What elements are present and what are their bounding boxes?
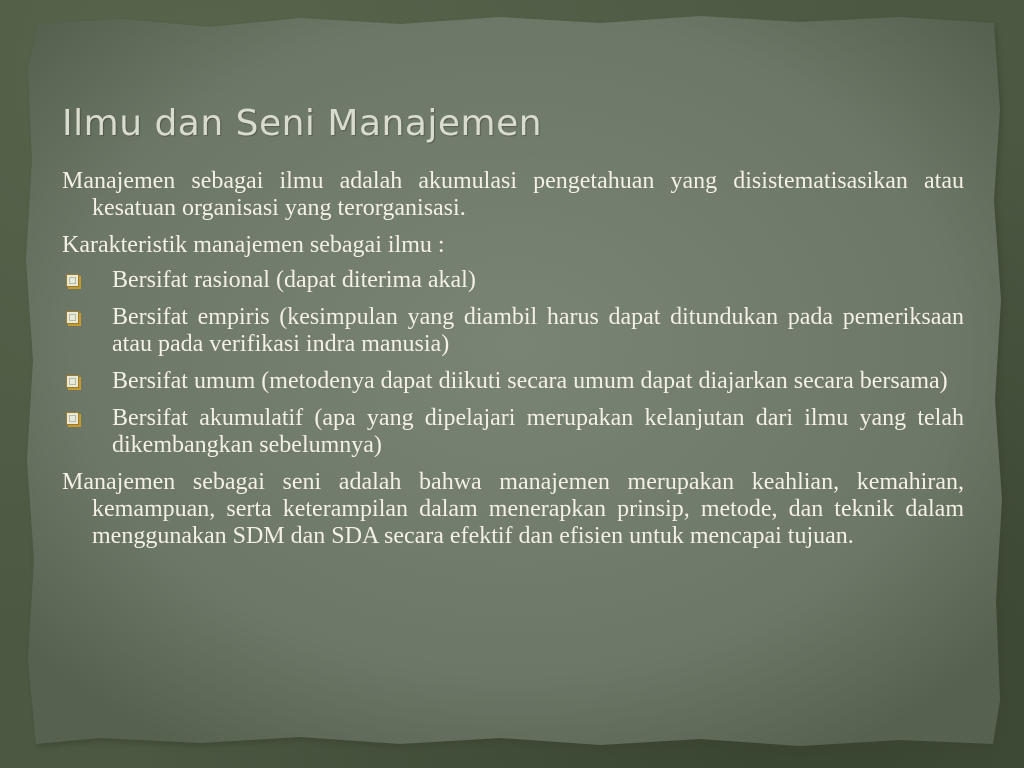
- list-item-text: Bersifat umum (metodenya dapat diikuti secara umum dapat diajarkan secara bersama): [112, 368, 948, 394]
- characteristics-list: [62, 267, 964, 459]
- art-paragraph: Manajemen sebagai seni adalah bahwa manajemen merupakan keahlian, kemahiran, kemampuan, serta keterampilan dalam menerapkan prinsip, metode, dan teknik dalam menggunakan SDM dan SDA secara efektif dan efisien untuk mencapai tujuan.: [62, 469, 964, 549]
- square-bullet-icon: [66, 375, 79, 388]
- list-item: [62, 368, 964, 395]
- list-item: [62, 267, 964, 294]
- square-bullet-icon: [66, 412, 79, 425]
- square-bullet-icon: [66, 311, 79, 324]
- list-item-text: Bersifat akumulatif (apa yang dipelajari merupakan kelanjutan dari ilmu yang telah dikembangkan sebelumnya): [112, 405, 964, 458]
- characteristics-heading: Karakteristik manajemen sebagai ilmu :: [62, 232, 445, 258]
- list-item: [62, 405, 964, 459]
- square-bullet-icon: [66, 274, 79, 287]
- slide-title: Ilmu dan Seni Manajemen: [62, 103, 543, 144]
- list-item-text: Bersifat empiris (kesimpulan yang diambil harus dapat ditundukan pada pemeriksaan atau pada verifikasi indra manusia): [112, 304, 964, 357]
- list-item-text: Bersifat rasional (dapat diterima akal): [112, 267, 476, 293]
- slide-content: [62, 96, 964, 550]
- intro-paragraph: Manajemen sebagai ilmu adalah akumulasi pengetahuan yang disistematisasikan atau kesatuan organisasi yang terorganisasi.: [62, 168, 964, 221]
- list-item: [62, 304, 964, 358]
